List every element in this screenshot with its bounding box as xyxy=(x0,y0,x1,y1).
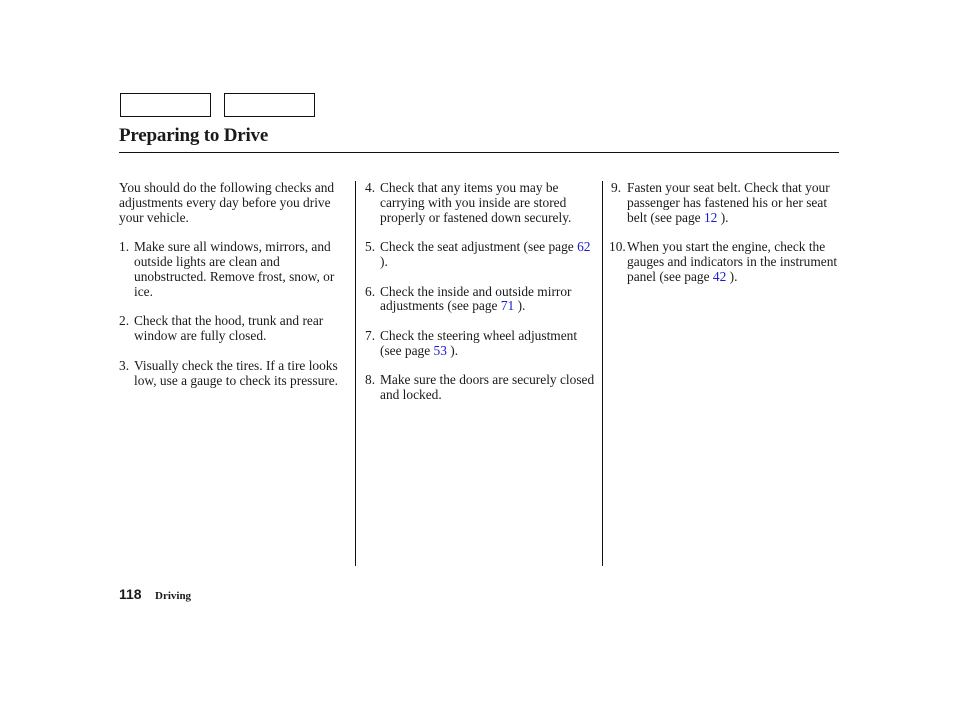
item-text: Check that any items you may be carrying with you inside are stored properly or fastened down securely. xyxy=(380,180,572,225)
item-number: 10. xyxy=(609,239,626,255)
item-text: Check the seat adjustment (see page xyxy=(380,239,578,255)
page-number: 118 xyxy=(119,586,142,602)
item-number: 5. xyxy=(365,239,376,255)
item-text: Check the inside and outside mirror adjustments (see page xyxy=(380,283,572,314)
item-number: 1. xyxy=(119,239,130,255)
item-text: Make sure all windows, mirrors, and outside lights are clean and unobstructed. Remove frost, snow, or ice. xyxy=(134,239,335,299)
item-number: 4. xyxy=(365,180,376,195)
previous-page-button[interactable] xyxy=(120,93,211,117)
item-text-end: ). xyxy=(514,298,526,314)
checklist-item xyxy=(611,181,841,226)
item-text-end: ). xyxy=(380,254,388,270)
next-page-button[interactable] xyxy=(224,93,315,117)
page-title: Preparing to Drive xyxy=(119,125,269,146)
item-text: Check that the hood, trunk and rear window are fully closed. xyxy=(134,313,324,344)
column-1 xyxy=(119,181,349,403)
checklist-item xyxy=(119,240,349,300)
checklist-item xyxy=(365,373,597,403)
page-link-62[interactable]: 62 xyxy=(577,239,591,255)
item-text: Fasten your seat belt. Check that your passenger has fastened his or her seat belt (see page xyxy=(627,180,830,225)
title-rule xyxy=(119,152,839,153)
column-divider xyxy=(602,181,603,566)
item-number: 2. xyxy=(119,313,130,329)
column-divider xyxy=(355,181,356,566)
checklist-item xyxy=(365,181,597,226)
checklist-item xyxy=(611,240,841,285)
checklist-item xyxy=(119,314,349,344)
page-link-42[interactable]: 42 xyxy=(712,269,727,285)
intro-paragraph: You should do the following checks and adjustments every day before you drive your vehicle. xyxy=(119,180,335,225)
item-number: 7. xyxy=(365,327,376,343)
item-number: 8. xyxy=(365,372,376,388)
page-link-12[interactable]: 12 xyxy=(703,209,718,225)
item-text: When you start the engine, check the gauges and indicators in the instrument panel (see page xyxy=(627,239,838,285)
checklist-item xyxy=(365,329,597,359)
item-number: 6. xyxy=(365,283,376,299)
item-text-end: ). xyxy=(726,269,738,285)
column-3 xyxy=(611,181,841,299)
page-link-71[interactable]: 71 xyxy=(500,298,515,314)
item-number: 3. xyxy=(119,357,130,373)
item-text: Make sure the doors are securely closed and locked. xyxy=(380,372,595,403)
item-number: 9. xyxy=(611,180,622,195)
item-text-end: ). xyxy=(717,209,729,225)
section-name: Driving xyxy=(155,590,192,602)
item-text-end: ). xyxy=(446,342,459,358)
column-2 xyxy=(365,181,597,417)
checklist-item xyxy=(119,359,349,389)
page-link-53[interactable]: 53 xyxy=(433,342,447,358)
checklist-item xyxy=(365,285,597,315)
item-text: Visually check the tires. If a tire looks low, use a gauge to check its pressure. xyxy=(134,357,339,388)
checklist-item xyxy=(365,240,597,270)
item-text: Check the steering wheel adjustment (see page xyxy=(380,327,578,358)
